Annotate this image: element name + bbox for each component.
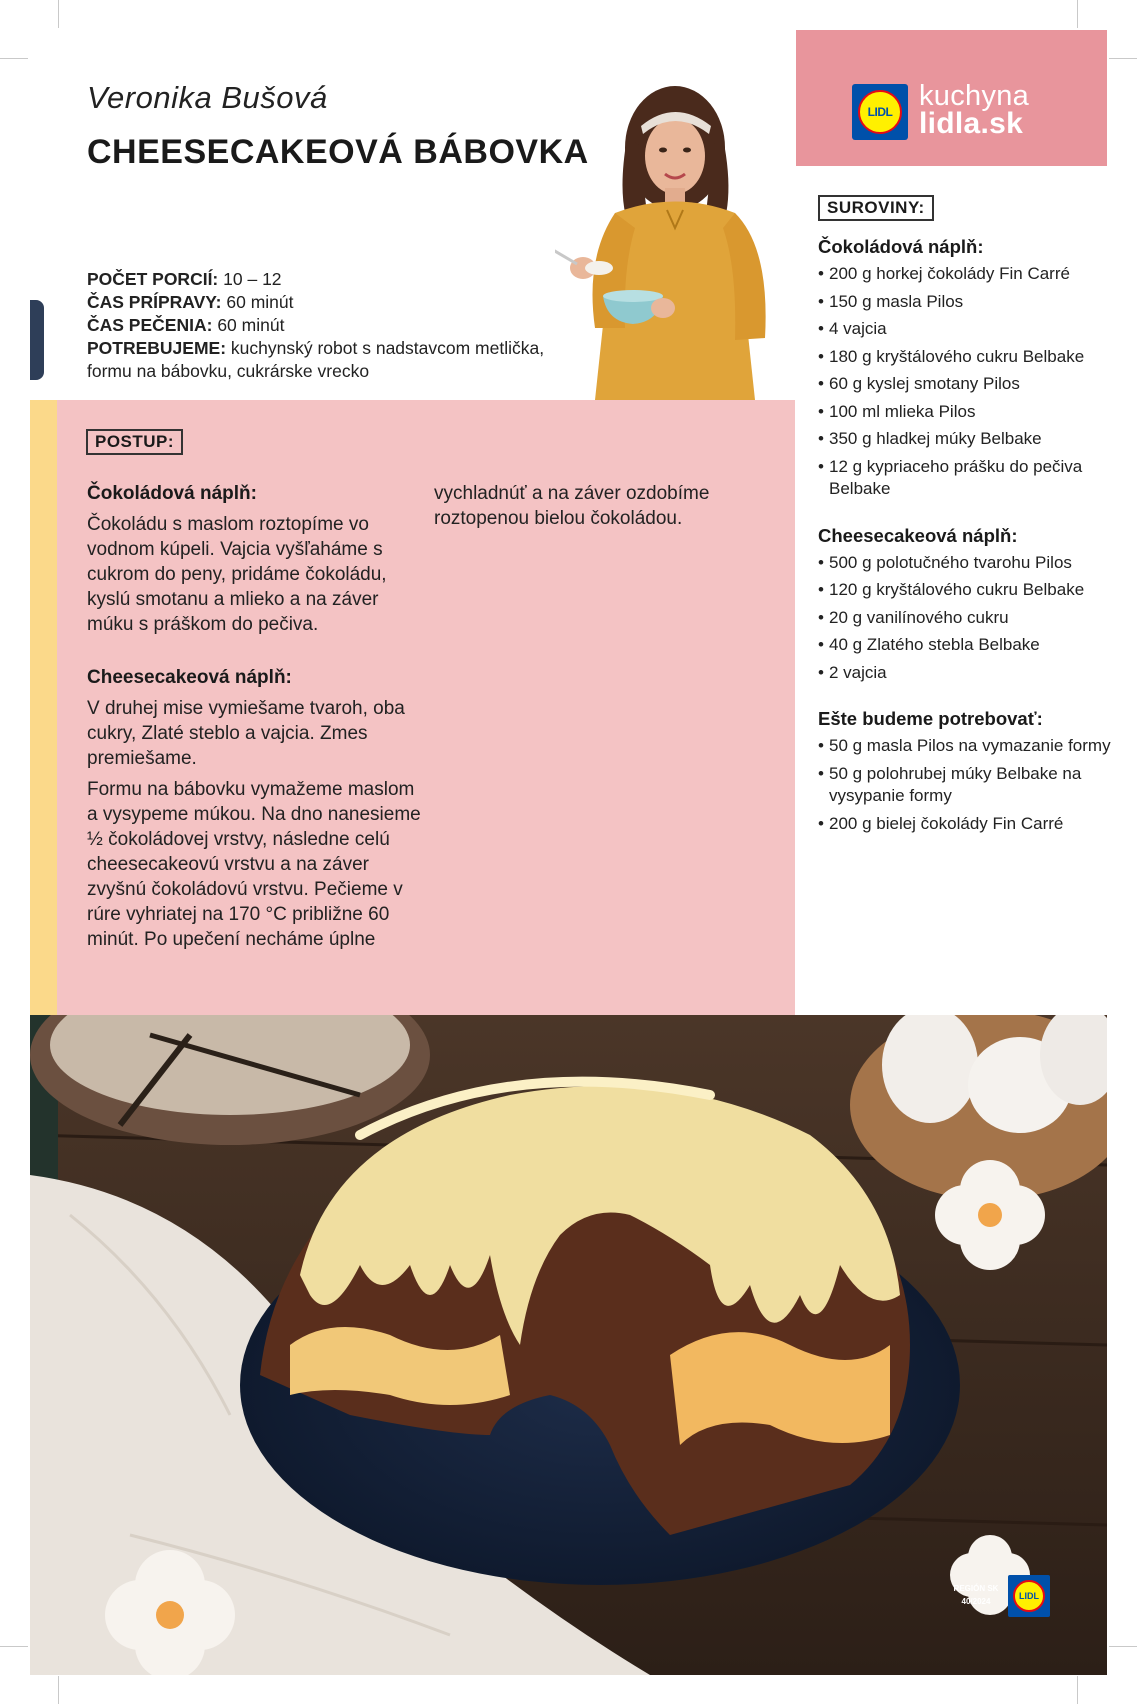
ingredient-item: • 150 g masla Pilos [818,291,1118,314]
crop-mark [1109,58,1137,59]
accent-stripe [30,400,57,1015]
ingredient-item: • 100 ml mlieka Pilos [818,401,1118,424]
ingredient-item: • 200 g bielej čokolády Fin Carré [818,813,1118,836]
ingredient-item: • 180 g kryštálového cukru Belbake [818,346,1118,369]
crop-mark [1077,0,1078,28]
ingredients-list [818,236,1118,840]
portions-value: 10 – 12 [223,269,282,289]
edge-image-fragment [30,300,44,380]
ingredient-item: • 40 g Zlatého stebla Belbake [818,634,1118,657]
crop-mark [1109,1646,1137,1647]
prep-time-value: 60 minút [226,292,294,312]
ingredients-section-items [818,735,1118,835]
crop-mark [0,58,28,59]
bake-time-value: 60 minút [217,315,285,335]
crop-mark [58,0,59,28]
chef-portrait [555,78,780,400]
ingredient-item: • 50 g masla Pilos na vymazanie formy [818,735,1118,758]
recipe-meta [87,268,587,383]
ingredient-item: • 4 vajcia [818,318,1118,341]
ingredients-section-heading: Ešte budeme potrebovať: [818,708,1043,729]
method-section-heading: Cheesecakeová náplň: [87,667,292,688]
prep-time-label: ČAS PRÍPRAVY: [87,292,222,312]
ingredient-item: • 50 g polohrubej múky Belbake na vysypanie formy [818,763,1118,808]
region-code: REGIÓN SK 40/2024 [953,1584,999,1606]
ingredient-item: • 120 g kryštálového cukru Belbake [818,579,1118,602]
ingredient-item: • 60 g kyslej smotany Pilos [818,373,1118,396]
ingredient-item: • 20 g vanilínového cukru [818,607,1118,630]
ingredients-tag: SUROVINY: [818,195,934,221]
recipe-title: CHEESECAKEOVÁ BÁBOVKA [87,133,589,171]
method-tag: POSTUP: [86,429,183,455]
bake-time-label: ČAS PEČENIA: [87,315,213,335]
ingredient-item: • 500 g polotučného tvarohu Pilos [818,552,1118,575]
method-paragraph: Formu na bábovku vymažeme maslom a vysypeme múkou. Na dno nanesieme ½ čokoládovej vrstvy, následne celú cheesecakeovú vrstvu a na záver zvyšnú čokoládovú vrstvu. Pečieme v rúre vyhriatej na 170 °C približne 60 minút. Po upečení necháme úplne [87,779,421,950]
method-section-heading: Čokoládová náplň: [87,483,257,504]
ingredients-section-items [818,263,1118,501]
ingredients-section-heading: Cheesecakeová náplň: [818,524,1018,546]
method-paragraph: V druhej mise vymiešame tvaroh, oba cukry, Zlaté steblo a vajcia. Zmes premiešame. [87,698,405,769]
ingredient-item: • 2 vajcia [818,662,1118,685]
ingredient-item: • 200 g horkej čokolády Fin Carré [818,263,1118,286]
ingredients-section-heading: Čokoládová náplň: [818,236,984,257]
portions-label: POČET PORCIÍ: [87,269,219,289]
crop-mark [1077,1676,1078,1704]
lidl-logo: LIDL [852,84,908,140]
lidl-logo-small: LIDL [1008,1575,1050,1617]
equipment-value: kuchynský robot s nadstavcom metlička, formu na bábovku, cukrárske vrecko [87,338,545,381]
brand-name-line2: lidla.sk [919,107,1024,140]
crop-mark [0,1646,28,1647]
equipment-label: POTREBUJEME: [87,338,227,358]
brand-name-line1: kuchyna [919,80,1030,112]
method-column-1 [87,481,427,958]
method-paragraph: vychladnúť a na záver ozdobíme roztopenou bielou čokoládou. [434,483,710,529]
author-name: Veronika Bušová [87,80,328,115]
crop-mark [58,1676,59,1704]
ingredients-section-items [818,552,1118,685]
ingredient-item: • 350 g hladkej múky Belbake [818,428,1118,451]
ingredient-item: • 12 g kypriaceho prášku do pečiva Belbake [818,456,1118,501]
method-column-2 [434,481,764,537]
cake-photo [30,1015,1107,1675]
method-paragraph: Čokoládu s maslom roztopíme vo vodnom kúpeli. Vajcia vyšľaháme s cukrom do peny, pridáme čokoládu, kyslú smotanu a mlieko a na záver múku s práškom do pečiva. [87,514,387,635]
